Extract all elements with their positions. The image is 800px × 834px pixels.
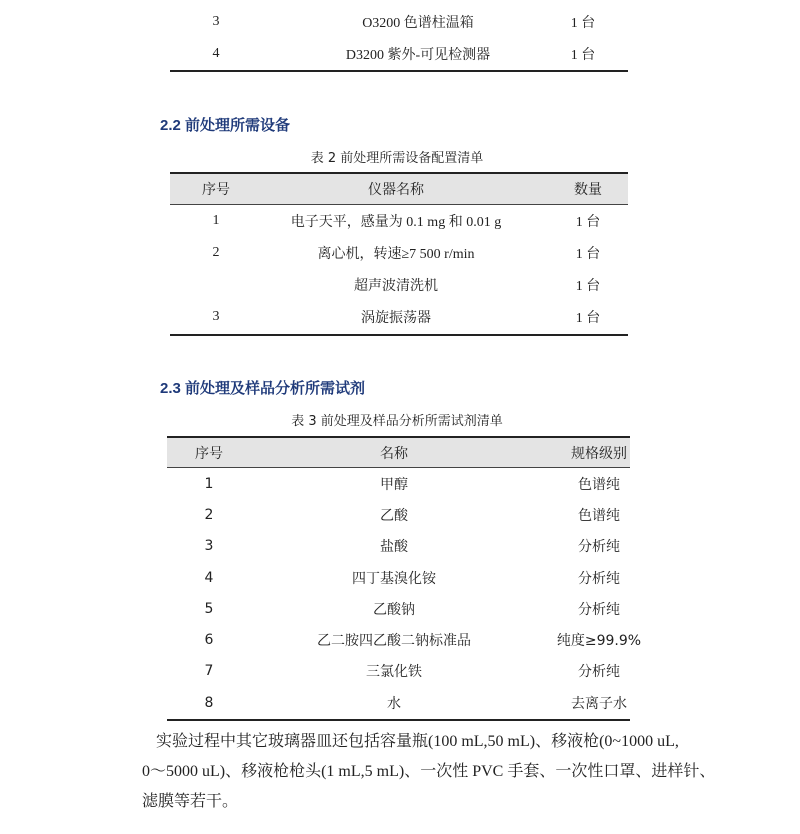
row-number: 7 [204,663,214,680]
reagent-grade: 分析纯 [578,601,620,618]
reagent-grade: 色谱纯 [578,507,620,524]
section-heading-2-3: 2.3 前处理及样品分析所需试剂 [160,380,366,397]
table-row [170,269,628,301]
table-row [167,593,630,624]
quantity: 1 台 [570,48,596,63]
table-2-caption: 表 2 前处理所需设备配置清单 [310,151,484,166]
row-number: 4 [204,569,214,586]
table-row [170,205,628,237]
reagent-name: 水 [387,695,401,712]
instrument-name: O3200 色谱柱温箱 [362,16,474,31]
table-row [170,6,628,38]
reagent-name: 乙酸钠 [373,601,415,618]
section-heading-2-2: 2.2 前处理所需设备 [160,117,291,134]
body-paragraph [142,727,716,817]
table-row [167,531,630,562]
paragraph-line: 0～5000 uL)、移液枪枪头(1 mL,5 mL)、一次性 PVC 手套、一次性口罩、进样针、 [142,763,716,780]
instrument-name: 电子天平，感量为 0.1 mg 和 0.01 g [290,215,502,230]
instrument-name: D3200 紫外-可见检测器 [345,48,491,63]
reagent-name: 四丁基溴化铵 [352,570,436,587]
table-row [167,468,630,499]
header-number: 序号 [195,445,223,462]
row-number: 3 [204,538,214,555]
header-number: 序号 [202,182,230,198]
reagent-name: 乙酸 [380,507,408,524]
header-quantity: 数量 [574,182,602,198]
reagent-grade: 去离子水 [571,695,627,712]
header-instrument-name: 仪器名称 [368,182,424,198]
instrument-name: 离心机，转速≥7 500 r/min [317,247,475,262]
header-name: 名称 [380,445,408,462]
paragraph-line: 实验过程中其它玻璃器皿还包括容量瓶(100 mL,50 mL)、移液枪(0~1000 uL, [156,733,679,750]
instrument-name: 涡旋振荡器 [361,311,431,326]
row-number: 2 [204,506,214,523]
reagent-name: 乙二胺四乙酸二钠标准品 [317,633,471,650]
reagents-table [167,437,642,718]
table-row [170,237,628,269]
table-header-row [167,437,630,468]
table-bottom-rule [170,334,628,336]
instrument-name: 超声波清洗机 [354,279,438,294]
quantity: 1 台 [575,311,601,326]
reagent-grade: 分析纯 [578,570,620,587]
row-number: 4 [212,46,220,61]
table-row [167,687,630,718]
reagent-grade: 分析纯 [578,539,620,556]
quantity: 1 台 [570,16,596,31]
table-row [170,38,628,70]
row-number: 5 [204,600,214,617]
row-number: 6 [204,632,214,649]
reagent-name: 三氯化铁 [366,664,422,681]
quantity: 1 台 [575,279,601,294]
table-row [167,624,642,655]
reagent-grade: 色谱纯 [578,476,620,493]
table-header-row [170,173,628,205]
reagent-grade: 分析纯 [578,664,620,681]
table-bottom-rule [170,70,628,72]
row-number: 3 [212,14,220,29]
pretreatment-equipment-table [170,173,628,333]
equipment-table-continued [170,6,628,70]
reagent-grade: 纯度≥99.9% [556,633,642,650]
table-row [170,301,628,333]
header-grade: 规格级别 [571,445,627,462]
row-number: 3 [212,309,220,324]
row-number: 1 [212,213,220,228]
quantity: 1 台 [575,247,601,262]
table-row [167,562,630,593]
reagent-name: 盐酸 [380,539,408,556]
paragraph-line: 滤膜等若干。 [142,793,239,810]
table-bottom-rule [167,719,630,721]
table-row [167,499,630,530]
row-number: 1 [204,475,214,492]
row-number: 2 [212,245,220,260]
table-row [167,656,630,687]
quantity: 1 台 [575,215,601,230]
reagent-name: 甲醇 [380,476,408,493]
row-number: 8 [204,694,214,711]
table-3-caption: 表 3 前处理及样品分析所需试剂清单 [291,414,503,429]
